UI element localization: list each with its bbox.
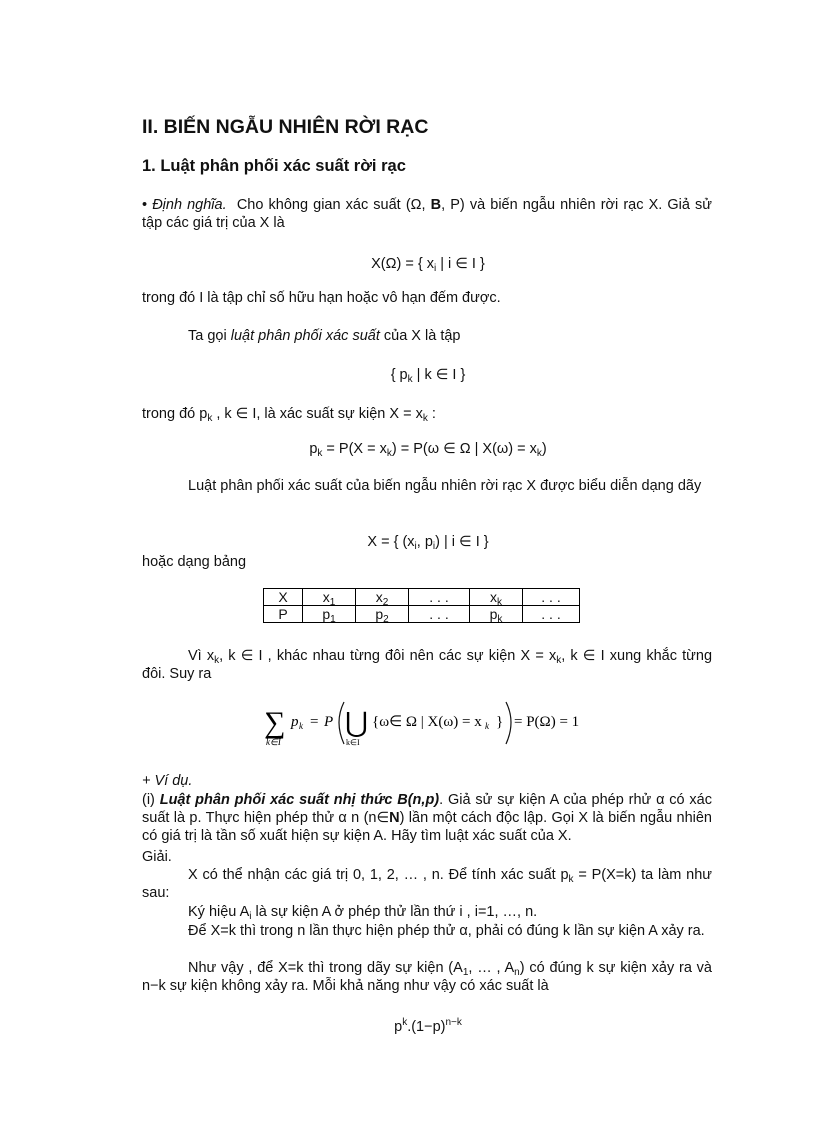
svg-text:k: k <box>485 721 489 731</box>
distribution-term: luật phân phối xác suất <box>230 328 380 344</box>
table-cell: $p_2$ <box>356 606 409 623</box>
solution-step-4: Như vậy , để X=k thì trong dãy sự kiện ($A_1$, … , $A_n$) có đúng k sự kiện xảy ra và n−k sự kiện không xảy ra. Mỗi khả năng như vậy có xác suất là <box>142 960 712 995</box>
example-paragraph: (i) Luật phân phối xác suất nhị thức B(n,p). Giả sử sự kiện A của phép rhử α có xác suất là p. Thực hiện phép thử α n (n∈N) lần một cách độc lập. Gọi X là biến ngẫu nhiên có giá trị là tần số xuất hiện sự kiện A. Hãy tìm luật xác suất của X. <box>142 792 712 845</box>
table-cell: $p_k$ <box>470 606 523 623</box>
section-title: II. BIẾN NGẪU NHIÊN RỜI RẠC <box>142 116 429 138</box>
table-cell: $x_k$ <box>470 589 523 606</box>
table-cell: . . . <box>409 606 470 623</box>
table-cell: $x_2$ <box>356 589 409 606</box>
table-cell: P <box>264 606 303 623</box>
definition-term: Định nghĩa. <box>152 197 227 213</box>
svg-text:k: k <box>299 721 303 731</box>
sum-symbol: ∑ <box>264 706 286 739</box>
table-cell: . . . <box>523 589 580 606</box>
table-cell: . . . <box>523 606 580 623</box>
natural-numbers-symbol: N <box>389 810 400 827</box>
table-cell: . . . <box>409 589 470 606</box>
right-paren <box>506 702 511 744</box>
table-cell: $x_1$ <box>303 589 356 606</box>
table-cell: $p_1$ <box>303 606 356 623</box>
index-set-paragraph: trong đó I là tập chỉ số hữu hạn hoặc vô hạn đếm được. <box>142 290 501 306</box>
sum-formula <box>260 698 600 748</box>
bullet: • <box>142 197 148 213</box>
svg-text:{ω∈ Ω | X(ω) = x: {ω∈ Ω | X(ω) = x <box>372 714 482 730</box>
distribution-definition-paragraph: Ta gọi luật phân phối xác suất của X là tập <box>188 328 461 344</box>
left-paren <box>339 702 344 744</box>
table-intro: hoặc dạng bảng <box>142 554 247 570</box>
table-row-x <box>264 589 580 606</box>
svg-text:p: p <box>291 714 299 730</box>
sum-index: k∈I <box>266 737 281 747</box>
subsection-title: 1. Luật phân phối xác suất rời rạc <box>142 157 406 175</box>
sigma-algebra-symbol: B <box>430 197 442 213</box>
mutually-exclusive-paragraph: Vì $x_k$, k ∈ I , khác nhau từng đôi nên các sự kiện $X = x_k$, k ∈ I xung khắc từng đôi. Suy ra <box>142 648 713 683</box>
where-paragraph: trong đó $p_k$ , k ∈ I, là xác suất sự kiện $X = x_k$ : <box>142 406 436 424</box>
solution-step-3: Để X=k thì trong n lần thực hiện phép thử α, phải có đúng k lần sự kiện A xảy ra. <box>188 923 705 939</box>
table-cell: X <box>264 589 303 606</box>
equation-value-set: X(Ω) = { $x_i$ | i ∈ I } <box>371 256 485 274</box>
equation-binomial-term: $p^k.(1-p)^{n-k}$ <box>394 1017 462 1035</box>
svg-text:P: P <box>324 714 334 730</box>
example-label: + Ví dụ. <box>142 773 193 789</box>
equation-pk: $p_k = P(X = x_k) = P(\omega$ ∈ Ω | $X(\omega) = x_k$) <box>309 441 547 459</box>
equation-sequence: X = { ($x_i$, $p_i$) | i ∈ I } <box>367 534 489 552</box>
solution-label: Giải. <box>142 849 172 865</box>
solution-step-2: Ký hiệu $A_i$ là sự kiện A ở phép thử lần thứ i , i=1, …, n. <box>188 904 538 922</box>
distribution-table <box>263 588 580 623</box>
solution-step-1: X có thể nhận các giá trị 0, 1, 2, … , n. Để tính xác suất $p_k = P(X=k)$ ta làm như sau: <box>142 867 712 902</box>
union-index: k∈I <box>346 738 360 747</box>
svg-text:=: = <box>310 714 319 730</box>
svg-text:= P(Ω) = 1: = P(Ω) = 1 <box>514 714 580 730</box>
table-row-p <box>264 606 580 623</box>
svg-text:}: } <box>496 714 504 730</box>
representation-paragraph: Luật phân phối xác suất của biến ngẫu nhiên rời rạc X được biểu diễn dạng dãy <box>188 478 702 494</box>
equation-prob-set: { $p_k$ | k ∈ I } <box>390 367 466 385</box>
definition-paragraph: • Định nghĩa. Cho không gian xác suất (Ω, B, P) và biến ngẫu nhiên rời rạc X. Giả sử tập các giá trị của X là <box>142 197 713 232</box>
union-symbol: ⋃ <box>345 708 368 739</box>
example-title: Luật phân phối xác suất nhị thức B(n,p) <box>159 792 440 808</box>
